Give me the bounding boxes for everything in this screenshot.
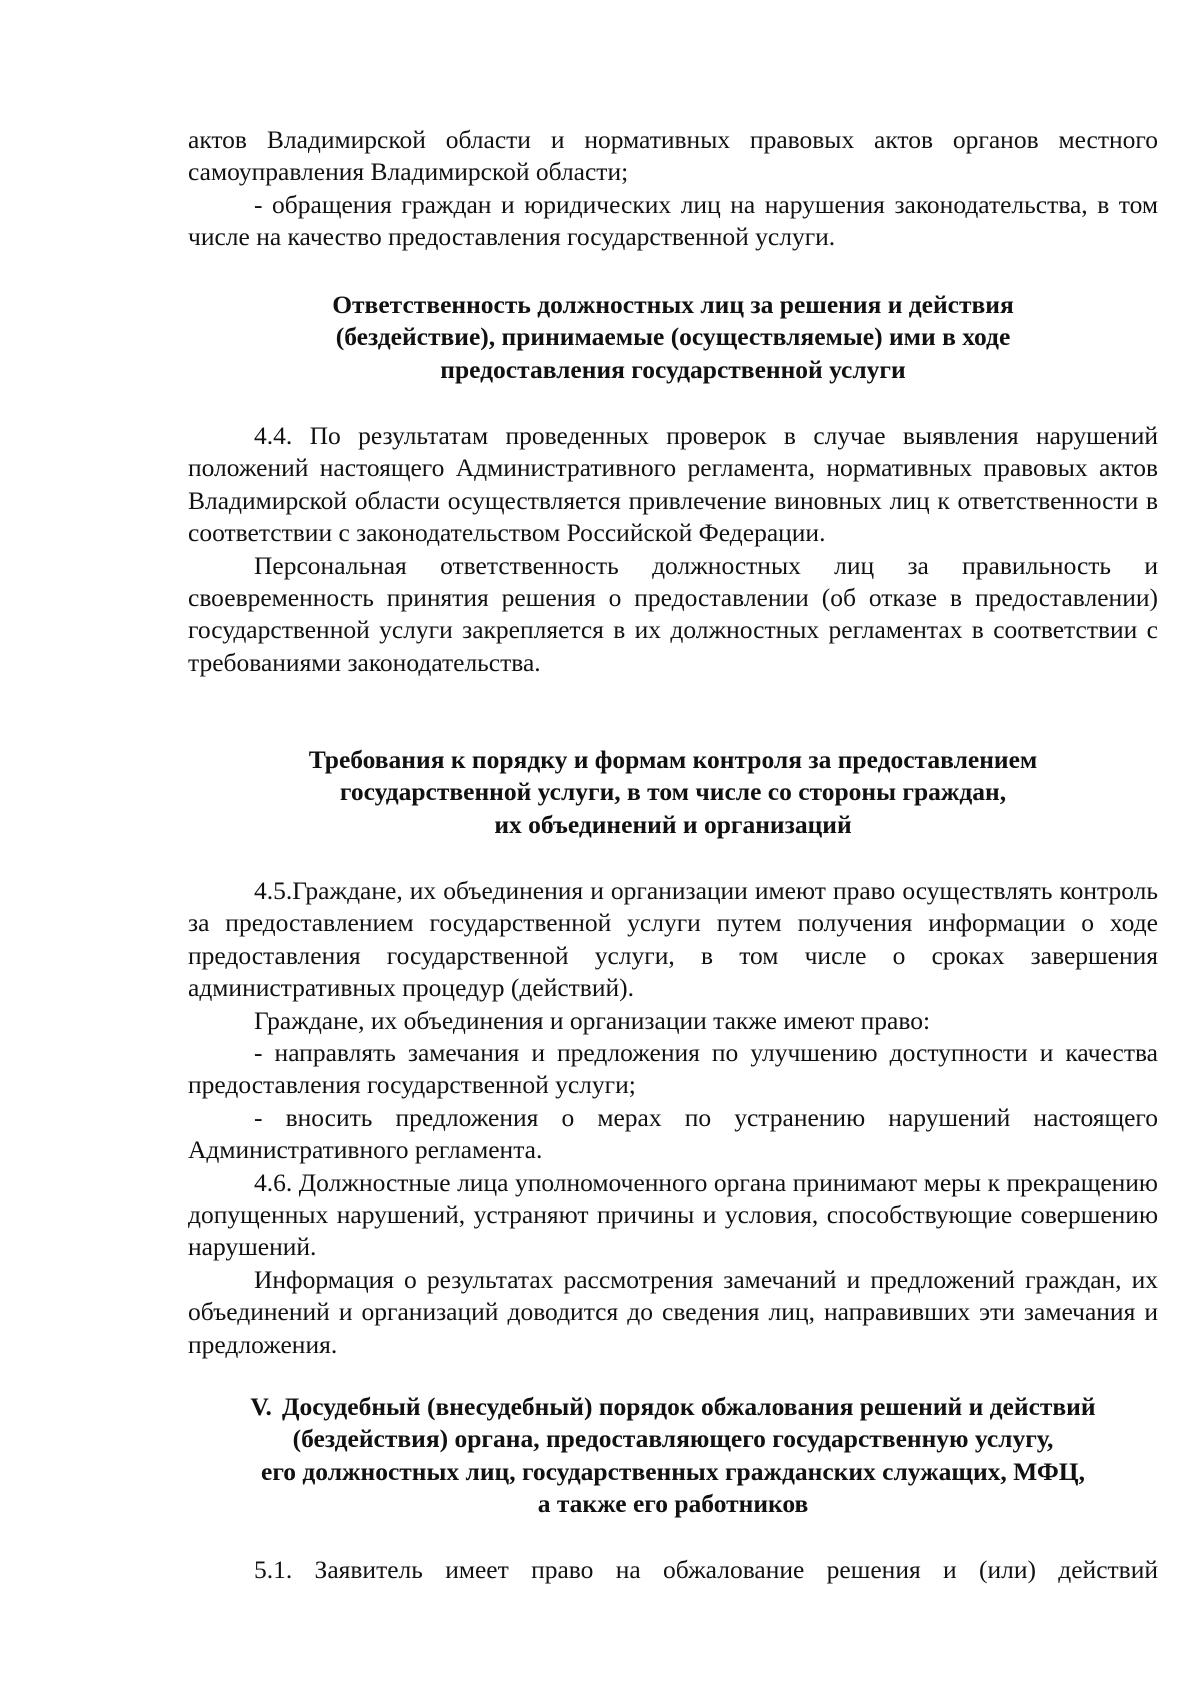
heading-line: Ответственность должностных лиц за решения и действия (332, 290, 1014, 319)
paragraph-4-4: 4.4. По результатам проведенных проверок в случае выявления нарушений положений настоящего Административного регламента, нормативных правовых актов Владимирской области осуществляется привлечение виновных лиц к ответственности в соответствии с законодательством Российской Федерации. (188, 421, 1158, 548)
paragraph-information-results: Информация о результатах рассмотрения замечаний и предложений граждан, их объединений и организаций доводится до сведения лиц, направивших эти замечания и предложения. (188, 1264, 1158, 1359)
section-5-1-block (188, 1554, 1158, 1586)
paragraph-4-6: 4.6. Должностные лица уполномоченного органа принимают меры к прекращению допущенных нарушений, устраняют причины и условия, способствующие совершению нарушений. (188, 1167, 1158, 1262)
heading-control-requirements (188, 744, 1158, 841)
paragraph-send-remarks: - направлять замечания и предложения по улучшению доступности и качества предоставления государственной услуги; (188, 1038, 1158, 1100)
heading-section-v (188, 1391, 1158, 1521)
section-4-4-block (188, 420, 1158, 679)
heading-line: (бездействия) органа, предоставляющего государственную услугу, (292, 1424, 1054, 1454)
heading-line: Требования к порядку и формам контроля за предоставлением (308, 745, 1038, 774)
heading-line: а также его работников (537, 1489, 809, 1519)
intro-block (188, 124, 1158, 254)
heading-line: его должностных лиц, государственных гражданских служащих, МФЦ, (261, 1456, 1085, 1486)
section-number: V. (250, 1392, 272, 1421)
heading-line: их объединений и организаций (494, 809, 852, 839)
paragraph-submit-proposals: - вносить предложения о мерах по устранению нарушений настоящего Административного регламента. (188, 1102, 1158, 1165)
paragraph-5-1: 5.1. Заявитель имеет право на обжалование решения и (или) действий (254, 1555, 1158, 1584)
paragraph-citizens-rights: Граждане, их объединения и организации также имеют право: (254, 1005, 931, 1035)
intro-paragraph-1: актов Владимирской области и нормативных правовых актов органов местного самоуправления Владимирской области; (188, 125, 1158, 187)
paragraph-4-5: 4.5.Граждане, их объединения и организации имеют право осуществлять контроль за предоставлением государственной услуги путем получения информации о ходе предоставления государственной услуги, в том числе о сроках завершения административных процедур (действий). (188, 876, 1158, 1003)
heading-line: (бездействие), принимаемые (осуществляемые) ими в ходе (335, 322, 1011, 352)
heading-text: Досудебный (внесудебный) порядок обжалования решений и действий (281, 1392, 1096, 1421)
heading-line: предоставления государственной услуги (440, 354, 906, 384)
heading-line (188, 1391, 1158, 1423)
paragraph-personal-responsibility: Персональная ответственность должностных лиц за правильность и своевременность принятия решения о предоставлении (об отказе в предоставлении) государственной услуги закрепляется в их должностных регламентах в соответствии с требованиями законодательства. (188, 550, 1158, 677)
section-4-5-block (188, 875, 1158, 1361)
heading-line: государственной услуги, в том числе со стороны граждан, (339, 777, 1007, 807)
heading-responsibility (188, 289, 1158, 386)
intro-paragraph-2: - обращения граждан и юридических лиц на нарушения законодательства, в том числе на качество предоставления государственной услуги. (188, 189, 1158, 252)
